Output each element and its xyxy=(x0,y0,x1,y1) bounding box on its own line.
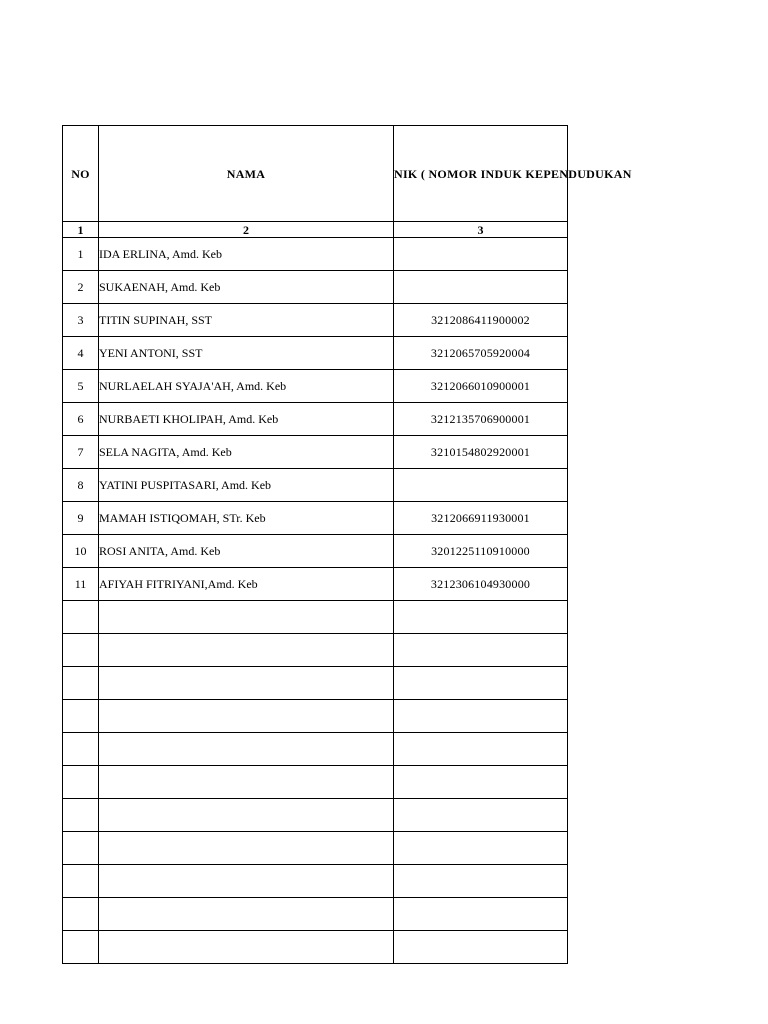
row-number-cell xyxy=(63,634,99,667)
row-name-cell xyxy=(99,733,394,766)
table-row xyxy=(63,469,568,502)
table-row xyxy=(63,601,568,634)
row-nik-cell xyxy=(394,832,568,865)
row-nik-cell xyxy=(394,931,568,964)
table-row xyxy=(63,370,568,403)
row-name-cell xyxy=(99,865,394,898)
row-name-cell: SUKAENAH, Amd. Keb xyxy=(99,271,394,304)
table-row xyxy=(63,865,568,898)
table-row xyxy=(63,304,568,337)
row-nik-cell: 3212066911930001 xyxy=(394,502,568,535)
row-name-cell: YENI ANTONI, SST xyxy=(99,337,394,370)
row-nik-cell xyxy=(394,865,568,898)
table-body xyxy=(63,238,568,964)
row-name-cell: IDA ERLINA, Amd. Keb xyxy=(99,238,394,271)
row-name-cell xyxy=(99,667,394,700)
row-number-cell xyxy=(63,799,99,832)
row-nik-cell: 3212086411900002 xyxy=(394,304,568,337)
row-nik-cell xyxy=(394,238,568,271)
row-nik-cell xyxy=(394,799,568,832)
row-nik-cell xyxy=(394,898,568,931)
header-row xyxy=(63,126,568,222)
row-number-cell: 7 xyxy=(63,436,99,469)
row-nik-cell xyxy=(394,766,568,799)
row-nik-cell xyxy=(394,469,568,502)
row-nik-cell xyxy=(394,700,568,733)
row-nik-cell: 3212135706900001 xyxy=(394,403,568,436)
row-name-cell xyxy=(99,700,394,733)
row-name-cell: ROSI ANITA, Amd. Keb xyxy=(99,535,394,568)
table-row xyxy=(63,832,568,865)
header-no: NO xyxy=(63,126,99,222)
table-row xyxy=(63,337,568,370)
row-name-cell: NURLAELAH SYAJA'AH, Amd. Keb xyxy=(99,370,394,403)
table-row xyxy=(63,436,568,469)
column-number: 3 xyxy=(394,222,568,238)
row-name-cell xyxy=(99,601,394,634)
table-row xyxy=(63,568,568,601)
row-nik-cell xyxy=(394,634,568,667)
table-row xyxy=(63,898,568,931)
table-row xyxy=(63,403,568,436)
row-nik-cell xyxy=(394,733,568,766)
row-number-cell: 4 xyxy=(63,337,99,370)
row-number-cell: 10 xyxy=(63,535,99,568)
table-row xyxy=(63,634,568,667)
row-nik-cell: 3212065705920004 xyxy=(394,337,568,370)
row-name-cell: NURBAETI KHOLIPAH, Amd. Keb xyxy=(99,403,394,436)
row-number-cell xyxy=(63,931,99,964)
row-name-cell xyxy=(99,766,394,799)
row-name-cell: YATINI PUSPITASARI, Amd. Keb xyxy=(99,469,394,502)
row-nik-cell xyxy=(394,271,568,304)
table-row xyxy=(63,766,568,799)
row-name-cell xyxy=(99,799,394,832)
row-number-cell xyxy=(63,766,99,799)
row-number-cell: 3 xyxy=(63,304,99,337)
row-number-cell: 2 xyxy=(63,271,99,304)
column-number: 1 xyxy=(63,222,99,238)
row-number-cell xyxy=(63,601,99,634)
row-number-cell xyxy=(63,667,99,700)
header-nik: NIK ( NOMOR INDUK KEPENDUDUKAN xyxy=(394,126,568,222)
table-row xyxy=(63,535,568,568)
header-nama: NAMA xyxy=(99,126,394,222)
row-name-cell: MAMAH ISTIQOMAH, STr. Keb xyxy=(99,502,394,535)
row-number-cell: 5 xyxy=(63,370,99,403)
row-number-cell xyxy=(63,832,99,865)
row-nik-cell xyxy=(394,667,568,700)
row-name-cell: SELA NAGITA, Amd. Keb xyxy=(99,436,394,469)
table-row xyxy=(63,238,568,271)
row-number-cell: 1 xyxy=(63,238,99,271)
row-name-cell: TITIN SUPINAH, SST xyxy=(99,304,394,337)
row-nik-cell: 3212306104930000 xyxy=(394,568,568,601)
row-number-cell xyxy=(63,700,99,733)
table-row xyxy=(63,733,568,766)
row-number-cell xyxy=(63,733,99,766)
row-number-cell xyxy=(63,865,99,898)
row-number-cell xyxy=(63,898,99,931)
table-row xyxy=(63,931,568,964)
column-number: 2 xyxy=(99,222,394,238)
row-name-cell xyxy=(99,832,394,865)
row-number-cell: 8 xyxy=(63,469,99,502)
row-nik-cell: 3212066010900001 xyxy=(394,370,568,403)
table-row xyxy=(63,700,568,733)
row-name-cell xyxy=(99,634,394,667)
row-name-cell xyxy=(99,898,394,931)
row-nik-cell: 3201225110910000 xyxy=(394,535,568,568)
row-number-cell: 11 xyxy=(63,568,99,601)
table-row xyxy=(63,502,568,535)
column-number-row xyxy=(63,222,568,238)
row-number-cell: 6 xyxy=(63,403,99,436)
data-table xyxy=(62,125,632,964)
row-nik-cell xyxy=(394,601,568,634)
row-number-cell: 9 xyxy=(63,502,99,535)
table-row xyxy=(63,799,568,832)
table-row xyxy=(63,271,568,304)
row-nik-cell: 3210154802920001 xyxy=(394,436,568,469)
row-name-cell: AFIYAH FITRIYANI,Amd. Keb xyxy=(99,568,394,601)
table-row xyxy=(63,667,568,700)
row-name-cell xyxy=(99,931,394,964)
